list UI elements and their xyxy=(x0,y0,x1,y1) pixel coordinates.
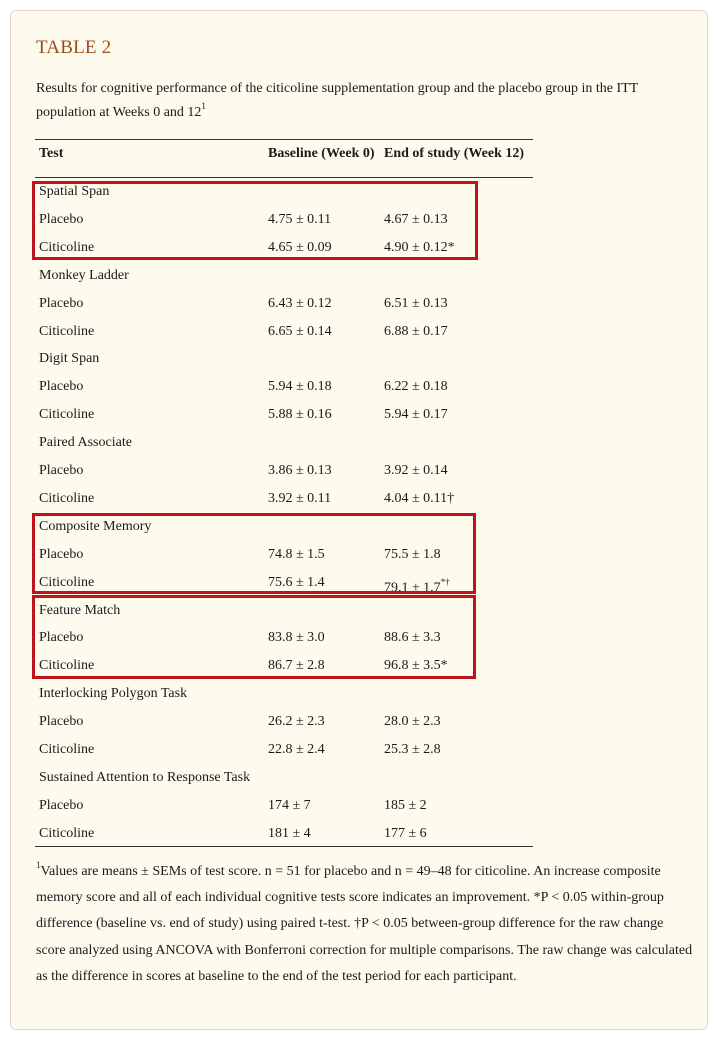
row-label: Placebo xyxy=(39,546,84,562)
baseline-value: 181 ± 4 xyxy=(268,825,311,841)
end-value-text: 96.8 ± 3.5* xyxy=(384,658,448,674)
end-of-study-value xyxy=(384,373,448,401)
end-of-study-value xyxy=(384,792,427,820)
table-caption xyxy=(36,77,686,125)
end-value-text: 4.90 ± 0.12* xyxy=(384,239,455,255)
end-value-text: 25.3 ± 2.8 xyxy=(384,742,441,757)
table-footnote xyxy=(36,859,696,990)
caption-text: Results for cognitive performance of the citicoline supplementation group and the placebo group in the ITT population at Weeks 0 and 12 xyxy=(36,81,638,120)
highlight-box-feature-match xyxy=(32,595,476,679)
baseline-value: 3.92 ± 0.11 xyxy=(268,490,332,506)
end-value-text: 185 ± 2 xyxy=(384,797,427,813)
group-label: Digit Span xyxy=(39,351,100,367)
table-card xyxy=(10,10,708,1030)
header-end-of-study: End of study (Week 12) xyxy=(384,146,525,161)
table-group-row xyxy=(35,262,533,290)
end-value-text: 3.92 ± 0.14 xyxy=(384,463,448,478)
table-header-row xyxy=(35,140,533,168)
baseline-value: 83.8 ± 3.0 xyxy=(268,630,325,646)
end-value-text: 6.88 ± 0.17 xyxy=(384,323,448,339)
end-of-study-value xyxy=(384,708,441,736)
baseline-value: 4.75 ± 0.11 xyxy=(268,211,332,227)
row-label: Citicoline xyxy=(39,742,95,757)
baseline-value: 6.65 ± 0.14 xyxy=(268,323,332,339)
end-value-text: 4.04 ± 0.11† xyxy=(384,490,455,506)
table-group-row xyxy=(35,764,533,792)
footnote-text: Values are means ± SEMs of test score. n = 51 for placebo and n = 49–48 for citicoline. An increase composite memory score and all of each individual cognitive tests score indicates an improvement. *P < 0.05 within-group difference (baseline vs. end of study) using paired t-test. †P < 0.05 between-group difference for the raw change score analyzed using ANCOVA with Bonferroni correction for multiple comparisons. The raw change was calculated as the difference in scores at baseline to the end of the test period for each participant. xyxy=(36,864,693,984)
end-value-text: 88.6 ± 3.3 xyxy=(384,630,441,646)
baseline-value: 4.65 ± 0.09 xyxy=(268,239,332,255)
group-label: Paired Associate xyxy=(39,435,132,451)
end-of-study-value xyxy=(384,820,427,848)
header-baseline: Baseline (Week 0) xyxy=(268,146,375,161)
table-group-row xyxy=(35,429,533,457)
end-value-text: 177 ± 6 xyxy=(384,825,427,841)
baseline-value: 5.88 ± 0.16 xyxy=(268,407,332,423)
highlight-box-spatial-span xyxy=(32,181,478,260)
row-label: Citicoline xyxy=(39,574,95,590)
baseline-value: 174 ± 7 xyxy=(268,797,311,813)
end-of-study-value xyxy=(384,485,454,513)
row-label: Citicoline xyxy=(39,239,95,255)
end-value-text: 79.1 ± 1.7 xyxy=(384,580,441,596)
table-title: TABLE 2 xyxy=(36,37,112,58)
row-label: Citicoline xyxy=(39,407,95,423)
group-label: Spatial Span xyxy=(39,184,110,199)
row-label: Placebo xyxy=(39,630,84,646)
table-row xyxy=(35,736,533,764)
table-row xyxy=(35,457,533,485)
end-of-study-value xyxy=(384,318,448,346)
group-label: Monkey Ladder xyxy=(39,267,129,283)
baseline-value: 6.43 ± 0.12 xyxy=(268,295,332,311)
baseline-value: 5.94 ± 0.18 xyxy=(268,379,332,395)
table-row xyxy=(35,290,533,318)
table-row xyxy=(35,318,533,346)
end-value-text: 6.51 ± 0.13 xyxy=(384,295,448,311)
end-of-study-value xyxy=(384,290,448,318)
table-row xyxy=(35,373,533,401)
row-label: Placebo xyxy=(39,295,84,311)
row-label: Citicoline xyxy=(39,825,95,841)
table-row xyxy=(35,485,533,513)
row-label: Citicoline xyxy=(39,490,95,506)
baseline-value: 74.8 ± 1.5 xyxy=(268,546,325,562)
table-group-row xyxy=(35,680,533,708)
end-value-text: 6.22 ± 0.18 xyxy=(384,379,448,395)
table-row xyxy=(35,708,533,736)
row-label: Citicoline xyxy=(39,658,95,674)
row-label: Placebo xyxy=(39,463,84,478)
highlight-box-composite-memory xyxy=(32,513,476,594)
group-label: Sustained Attention to Response Task xyxy=(39,769,251,785)
baseline-value: 26.2 ± 2.3 xyxy=(268,714,325,730)
baseline-value: 86.7 ± 2.8 xyxy=(268,658,325,674)
table-row xyxy=(35,820,533,848)
end-value-text: 5.94 ± 0.17 xyxy=(384,407,448,423)
table-row xyxy=(35,792,533,820)
end-value-text: 4.67 ± 0.13 xyxy=(384,211,448,227)
caption-footnote-marker: 1 xyxy=(201,101,206,112)
group-label: Interlocking Polygon Task xyxy=(39,686,188,702)
significance-marker: *† xyxy=(440,576,450,587)
baseline-value: 3.86 ± 0.13 xyxy=(268,463,332,478)
row-label: Placebo xyxy=(39,797,84,813)
end-of-study-value xyxy=(384,457,448,485)
baseline-value: 75.6 ± 1.4 xyxy=(268,574,325,590)
header-test: Test xyxy=(39,146,64,161)
baseline-value: 22.8 ± 2.4 xyxy=(268,742,325,757)
table-group-row xyxy=(35,345,533,373)
row-label: Placebo xyxy=(39,379,84,395)
table-row xyxy=(35,401,533,429)
end-of-study-value xyxy=(384,401,448,429)
group-label: Composite Memory xyxy=(39,518,152,534)
group-label: Feature Match xyxy=(39,602,121,618)
footnote-marker: 1 xyxy=(36,860,41,871)
row-label: Citicoline xyxy=(39,323,95,339)
end-value-text: 75.5 ± 1.8 xyxy=(384,546,441,562)
end-value-text: 28.0 ± 2.3 xyxy=(384,714,441,730)
row-label: Placebo xyxy=(39,714,84,730)
row-label: Placebo xyxy=(39,211,84,227)
end-of-study-value xyxy=(384,736,441,764)
